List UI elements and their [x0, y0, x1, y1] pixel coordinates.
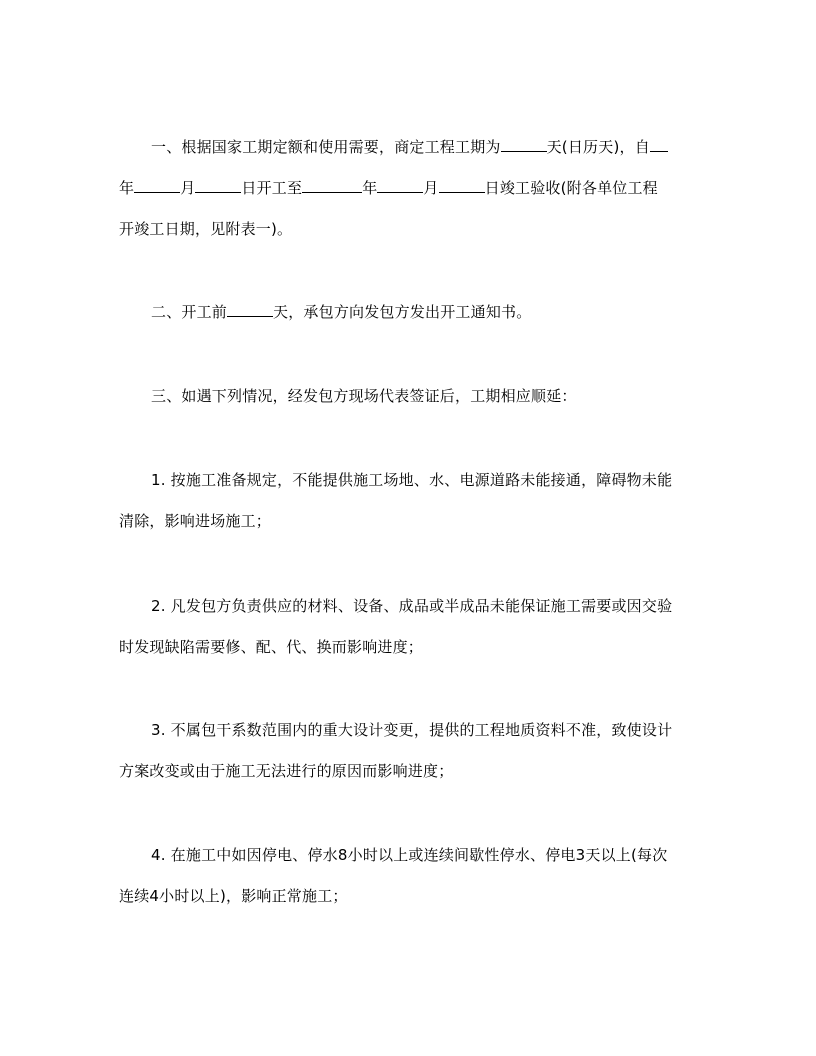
year-label-2: 年 [362, 179, 378, 197]
end-day-blank[interactable] [439, 178, 485, 193]
start-label: 日开工至 [241, 179, 303, 197]
item-2-line-2: 时发现缺陷需要修、配、代、换而影响进度； [119, 638, 424, 656]
days-blank[interactable] [501, 137, 547, 152]
end-month-blank[interactable] [377, 178, 423, 193]
clause-1 [119, 127, 699, 250]
start-day-blank[interactable] [195, 178, 241, 193]
item-3-line-1: 3. 不属包干系数范围内的重大设计变更，提供的工程地质资料不准，致使设计 [151, 721, 673, 739]
clause-1-text-a: 一、根据国家工期定额和使用需要，商定工程工期为 [151, 138, 501, 156]
notice-days-blank[interactable] [227, 302, 273, 317]
item-3-line-2: 方案改变或由于施工无法进行的原因而影响进度； [119, 762, 454, 780]
clause-2 [119, 292, 699, 333]
item-4-line-2: 连续4小时以上)，影响正常施工； [119, 887, 348, 905]
month-label-2: 月 [423, 179, 439, 197]
month-label: 月 [180, 179, 196, 197]
clause-2-text-b: 天，承包方向发包方发出开工通知书。 [273, 303, 532, 321]
clause-3-line-1: 三、如遇下列情况，经发包方现场代表签证后，工期相应顺延： [151, 387, 577, 405]
item-1 [119, 460, 699, 542]
clause-2-text-a: 二、开工前 [151, 303, 228, 321]
item-4-line-1: 4. 在施工中如因停电、停水8小时以上或连续间歇性停水、停电3天以上(每次 [151, 846, 668, 864]
clause-1-line-2 [119, 168, 699, 209]
clause-1-line-3: 开竣工日期，见附表一)。 [119, 220, 293, 238]
item-1-line-1: 1. 按施工准备规定，不能提供施工场地、水、电源道路未能接通，障碍物未能 [151, 471, 673, 489]
clause-3 [119, 376, 699, 417]
start-month-blank[interactable] [134, 178, 180, 193]
item-1-line-2: 清除，影响进场施工； [119, 512, 272, 530]
clause-1-text-b: 天(日历天)，自 [546, 138, 650, 156]
item-3 [119, 710, 699, 792]
clause-2-line-1 [119, 292, 699, 333]
item-2-line-1: 2. 凡发包方负责供应的材料、设备、成品或半成品未能保证施工需要或因交验 [151, 597, 673, 615]
year-label: 年 [119, 179, 135, 197]
item-2 [119, 586, 699, 668]
item-4 [119, 835, 699, 917]
start-year-blank[interactable] [650, 137, 668, 152]
end-year-blank[interactable] [302, 178, 362, 193]
clause-1-line-1 [119, 127, 699, 168]
completion-label: 日竣工验收(附各单位工程 [484, 179, 658, 197]
